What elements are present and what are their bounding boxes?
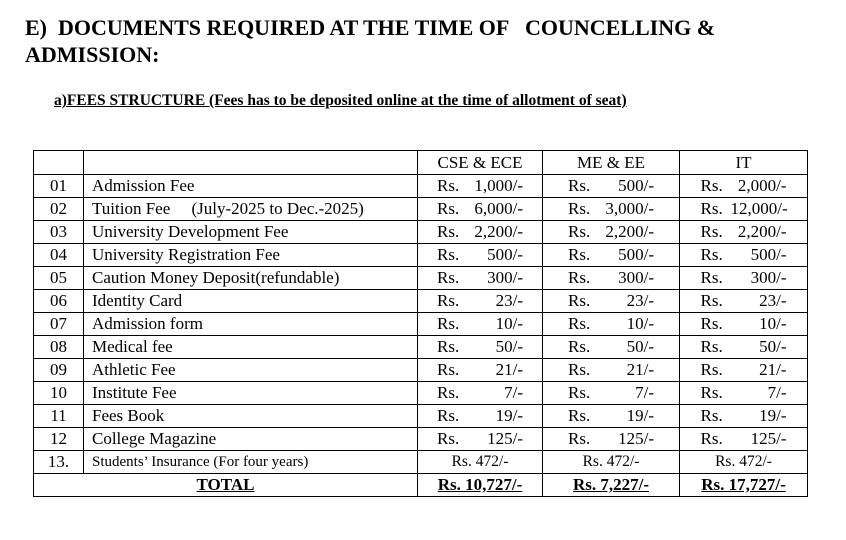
table-row xyxy=(34,244,808,267)
row-amount-me xyxy=(543,175,680,198)
amount-value: 50/- xyxy=(759,337,787,356)
amount-value: 500/- xyxy=(750,245,787,264)
total-label: TOTAL xyxy=(196,475,255,494)
table-total-row xyxy=(34,474,808,497)
row-amount-me xyxy=(543,244,680,267)
row-fee-item: University Development Fee xyxy=(84,221,418,244)
row-amount-me xyxy=(543,313,680,336)
table-row xyxy=(34,336,808,359)
amount-value: 19/- xyxy=(495,406,523,425)
currency-label: Rs. xyxy=(568,429,591,448)
currency-label: Rs. xyxy=(700,429,723,448)
row-serial: 02 xyxy=(34,198,84,221)
total-amount-me: Rs. 7,227/- xyxy=(572,475,650,494)
currency-label: Rs. xyxy=(437,176,460,195)
row-amount-cse xyxy=(418,221,543,244)
amount-value: 6,000/- xyxy=(474,199,523,218)
currency-label: Rs. xyxy=(700,314,723,333)
currency-label: Rs. xyxy=(700,222,723,241)
currency-label: Rs. xyxy=(568,406,591,425)
table-row xyxy=(34,359,808,382)
currency-label: Rs. xyxy=(568,268,591,287)
row-serial: 08 xyxy=(34,336,84,359)
row-amount-cse: Rs. 472/- xyxy=(418,451,543,474)
currency-label: Rs. xyxy=(437,383,460,402)
amount-value: 23/- xyxy=(626,291,654,310)
section-heading: E) DOCUMENTS REQUIRED AT THE TIME OF COUNCELLING & ADMISSION: xyxy=(25,15,720,67)
row-amount-it xyxy=(680,336,808,359)
row-serial: 07 xyxy=(34,313,84,336)
currency-label: Rs. xyxy=(437,360,460,379)
row-amount-me xyxy=(543,336,680,359)
row-amount-it xyxy=(680,267,808,290)
currency-label: Rs. xyxy=(568,222,591,241)
row-amount-me xyxy=(543,428,680,451)
table-row xyxy=(34,382,808,405)
row-amount-cse xyxy=(418,198,543,221)
row-serial: 12 xyxy=(34,428,84,451)
fees-table xyxy=(33,150,808,497)
currency-label: Rs. xyxy=(700,176,723,195)
row-amount-cse xyxy=(418,405,543,428)
amount-value: 50/- xyxy=(495,337,523,356)
currency-label: Rs. xyxy=(568,291,591,310)
amount-value: 19/- xyxy=(626,406,654,425)
amount-value: 12,000/- xyxy=(730,199,788,218)
header-sl xyxy=(34,151,84,175)
row-amount-me xyxy=(543,221,680,244)
currency-label: Rs. xyxy=(568,314,591,333)
row-fee-item: Identity Card xyxy=(84,290,418,313)
table-row xyxy=(34,198,808,221)
currency-label: Rs. xyxy=(568,245,591,264)
row-serial: 13. xyxy=(34,451,84,474)
header-it: IT xyxy=(680,151,808,175)
currency-label: Rs. xyxy=(700,360,723,379)
row-amount-me xyxy=(543,290,680,313)
currency-label: Rs. xyxy=(568,176,591,195)
amount-value: 7/- xyxy=(504,383,523,402)
amount-value: 2,200/- xyxy=(737,222,787,241)
row-fee-item: Students’ Insurance (For four years) xyxy=(84,451,418,474)
row-amount-cse xyxy=(418,359,543,382)
row-amount-me xyxy=(543,359,680,382)
amount-value: 125/- xyxy=(750,429,787,448)
total-amount-it-cell xyxy=(680,474,808,497)
currency-label: Rs. xyxy=(568,199,591,218)
row-serial: 06 xyxy=(34,290,84,313)
total-amount-cse: Rs. 10,727/- xyxy=(437,475,523,494)
currency-label: Rs. xyxy=(437,199,460,218)
amount-value: 125/- xyxy=(618,429,654,448)
row-amount-cse xyxy=(418,382,543,405)
total-label-cell xyxy=(34,474,418,497)
row-amount-it xyxy=(680,428,808,451)
amount-value: 50/- xyxy=(626,337,654,356)
row-amount-it xyxy=(680,221,808,244)
currency-label: Rs. xyxy=(437,406,460,425)
row-amount-it xyxy=(680,244,808,267)
amount-value: 2,200/- xyxy=(605,222,654,241)
table-row xyxy=(34,175,808,198)
amount-value: 21/- xyxy=(495,360,523,379)
amount-value: 23/- xyxy=(759,291,787,310)
currency-label: Rs. xyxy=(700,337,723,356)
table-row xyxy=(34,221,808,244)
total-amount-it: Rs. 17,727/- xyxy=(701,475,786,494)
row-serial: 03 xyxy=(34,221,84,244)
currency-label: Rs. xyxy=(437,222,460,241)
row-amount-me xyxy=(543,382,680,405)
amount-value: 300/- xyxy=(487,268,523,287)
row-fee-item: Fees Book xyxy=(84,405,418,428)
table-row xyxy=(34,290,808,313)
currency-label: Rs. xyxy=(700,406,723,425)
row-serial: 11 xyxy=(34,405,84,428)
table-row xyxy=(34,428,808,451)
amount-value: 7/- xyxy=(635,383,654,402)
currency-label: Rs. xyxy=(700,245,723,264)
header-cse-ece: CSE & ECE xyxy=(418,151,543,175)
row-serial: 05 xyxy=(34,267,84,290)
row-fee-item: Admission Fee xyxy=(84,175,418,198)
row-amount-cse xyxy=(418,428,543,451)
header-me-ee: ME & EE xyxy=(543,151,680,175)
row-amount-it: Rs. 472/- xyxy=(680,451,808,474)
fees-structure-subheading: a)FEES STRUCTURE (Fees has to be deposited online at the time of allotment of seat) xyxy=(54,92,627,109)
row-fee-item: College Magazine xyxy=(84,428,418,451)
amount-value: 10/- xyxy=(759,314,787,333)
amount-value: 21/- xyxy=(626,360,654,379)
row-amount-it xyxy=(680,359,808,382)
table-row xyxy=(34,405,808,428)
currency-label: Rs. xyxy=(437,314,460,333)
currency-label: Rs. xyxy=(568,383,591,402)
currency-label: Rs. xyxy=(437,245,460,264)
amount-value: 300/- xyxy=(618,268,654,287)
currency-label: Rs. xyxy=(437,268,460,287)
currency-label: Rs. xyxy=(568,337,591,356)
amount-value: 19/- xyxy=(759,406,787,425)
amount-value: 2,200/- xyxy=(474,222,523,241)
amount-value: 10/- xyxy=(626,314,654,333)
currency-label: Rs. xyxy=(568,360,591,379)
row-amount-cse xyxy=(418,290,543,313)
amount-value: 7/- xyxy=(767,383,787,402)
amount-value: 1,000/- xyxy=(474,176,523,195)
row-serial: 09 xyxy=(34,359,84,382)
row-fee-item: Tuition Fee (July-2025 to Dec.-2025) xyxy=(84,198,418,221)
row-fee-item: Admission form xyxy=(84,313,418,336)
currency-label: Rs. xyxy=(437,291,460,310)
total-amount-cse-cell xyxy=(418,474,543,497)
currency-label: Rs. xyxy=(700,199,723,218)
row-amount-it xyxy=(680,290,808,313)
currency-label: Rs. xyxy=(700,268,723,287)
currency-label: Rs. xyxy=(437,429,460,448)
amount-value: 300/- xyxy=(750,268,787,287)
row-amount-cse xyxy=(418,175,543,198)
amount-value: 500/- xyxy=(618,245,654,264)
amount-value: 3,000/- xyxy=(605,199,654,218)
total-amount-me-cell xyxy=(543,474,680,497)
row-serial: 10 xyxy=(34,382,84,405)
row-amount-cse xyxy=(418,336,543,359)
row-amount-it xyxy=(680,405,808,428)
header-item xyxy=(84,151,418,175)
row-amount-it xyxy=(680,198,808,221)
table-row xyxy=(34,313,808,336)
row-serial: 01 xyxy=(34,175,84,198)
row-serial: 04 xyxy=(34,244,84,267)
table-header-row xyxy=(34,151,808,175)
amount-value: 21/- xyxy=(759,360,787,379)
amount-value: 500/- xyxy=(487,245,523,264)
amount-value: 10/- xyxy=(495,314,523,333)
row-fee-item: Caution Money Deposit(refundable) xyxy=(84,267,418,290)
row-amount-cse xyxy=(418,313,543,336)
row-fee-item: Institute Fee xyxy=(84,382,418,405)
row-amount-me xyxy=(543,198,680,221)
currency-label: Rs. xyxy=(437,337,460,356)
table-row xyxy=(34,267,808,290)
row-amount-it xyxy=(680,313,808,336)
amount-value: 2,000/- xyxy=(737,176,787,195)
row-amount-it xyxy=(680,382,808,405)
row-amount-me xyxy=(543,267,680,290)
row-amount-me xyxy=(543,405,680,428)
row-fee-item: Athletic Fee xyxy=(84,359,418,382)
amount-value: 125/- xyxy=(487,429,523,448)
row-amount-cse xyxy=(418,244,543,267)
table-row-insurance xyxy=(34,451,808,474)
row-fee-item: Medical fee xyxy=(84,336,418,359)
amount-value: 23/- xyxy=(495,291,523,310)
row-amount-me: Rs. 472/- xyxy=(543,451,680,474)
amount-value: 500/- xyxy=(618,176,654,195)
row-fee-item: University Registration Fee xyxy=(84,244,418,267)
currency-label: Rs. xyxy=(700,383,723,402)
row-amount-cse xyxy=(418,267,543,290)
currency-label: Rs. xyxy=(700,291,723,310)
row-amount-it xyxy=(680,175,808,198)
